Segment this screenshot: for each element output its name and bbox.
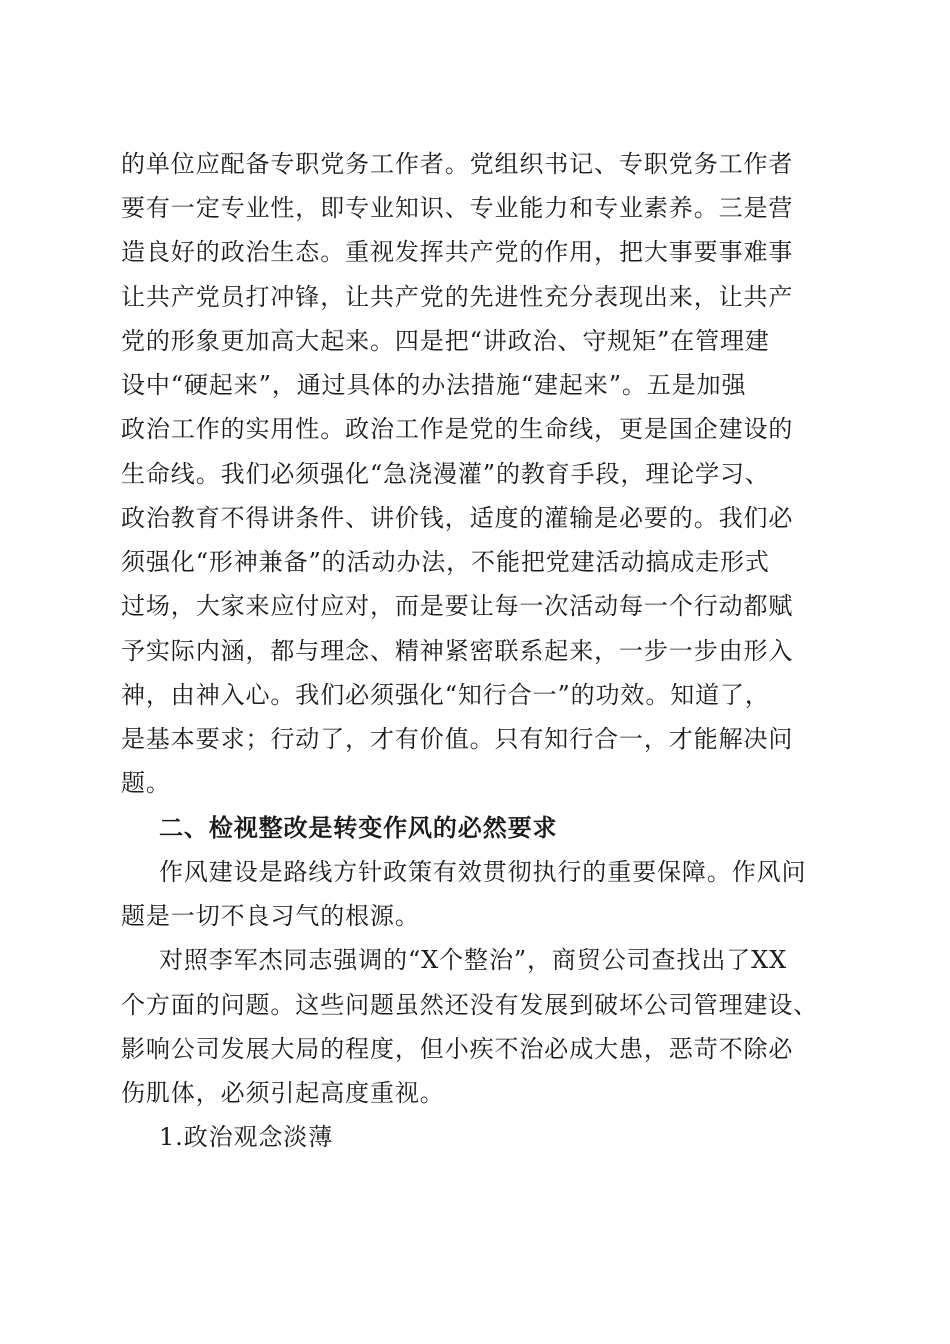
body-text-line: 题是一切不良习气的根源。 [121,902,420,930]
body-text-line: 设中“硬起来”，通过具体的办法措施“建起来”。五是加强 [121,371,747,399]
body-text-line: 的单位应配备专职党务工作者。党组织书记、专职党务工作者 [121,150,794,178]
body-text-line: 题。 [121,769,171,797]
body-text-line: 政治教育不得讲条件、讲价钱，适度的灌输是必要的。我们必 [121,504,794,532]
body-text-line: 党的形象更加高大起来。四是把“讲政治、守规矩”在管理建 [121,327,770,355]
section-heading: 二、检视整改是转变作风的必然要求 [159,814,558,842]
body-text-line: 伤肌体，必须引起高度重视。 [121,1079,445,1107]
body-text-line: 影响公司发展大局的程度，但小疾不治必成大患，恶苛不除必 [121,1035,794,1063]
body-text-line: 神，由神入心。我们必须强化“知行合一”的功效。知道了， [121,681,770,709]
body-text-line: 造良好的政治生态。重视发挥共产党的作用，把大事要事难事 [121,238,794,266]
body-text-line: 作风建设是路线方针政策有效贯彻执行的重要保障。作风问 [159,858,807,886]
body-text-line: 政治工作的实用性。政治工作是党的生命线，更是国企建设的 [121,415,794,443]
body-text-line: 对照李军杰同志强调的“X个整治”，商贸公司查找出了XX [159,946,788,974]
body-text-line: 要有一定专业性，即专业知识、专业能力和专业素养。三是营 [121,194,794,222]
body-text-line: 是基本要求；行动了，才有价值。只有知行合一，才能解决问 [121,725,794,753]
body-text-line: 须强化“形神兼备”的活动办法，不能把党建活动搞成走形式 [121,548,770,576]
body-text-line: 过场，大家来应付应对，而是要让每一次活动每一个行动都赋 [121,592,794,620]
body-text-line: 让共产党员打冲锋，让共产党的先进性充分表现出来，让共产 [121,283,794,311]
body-text-line: 予实际内涵，都与理念、精神紧密联系起来，一步一步由形入 [121,637,794,665]
body-text-line: 生命线。我们必须强化“急浇漫灌”的教育手段，理论学习、 [121,460,770,488]
body-text-line: 个方面的问题。这些问题虽然还没有发展到破坏公司管理建设、 [121,991,819,1019]
subheading-item: 1.政治观念淡薄 [159,1123,334,1151]
